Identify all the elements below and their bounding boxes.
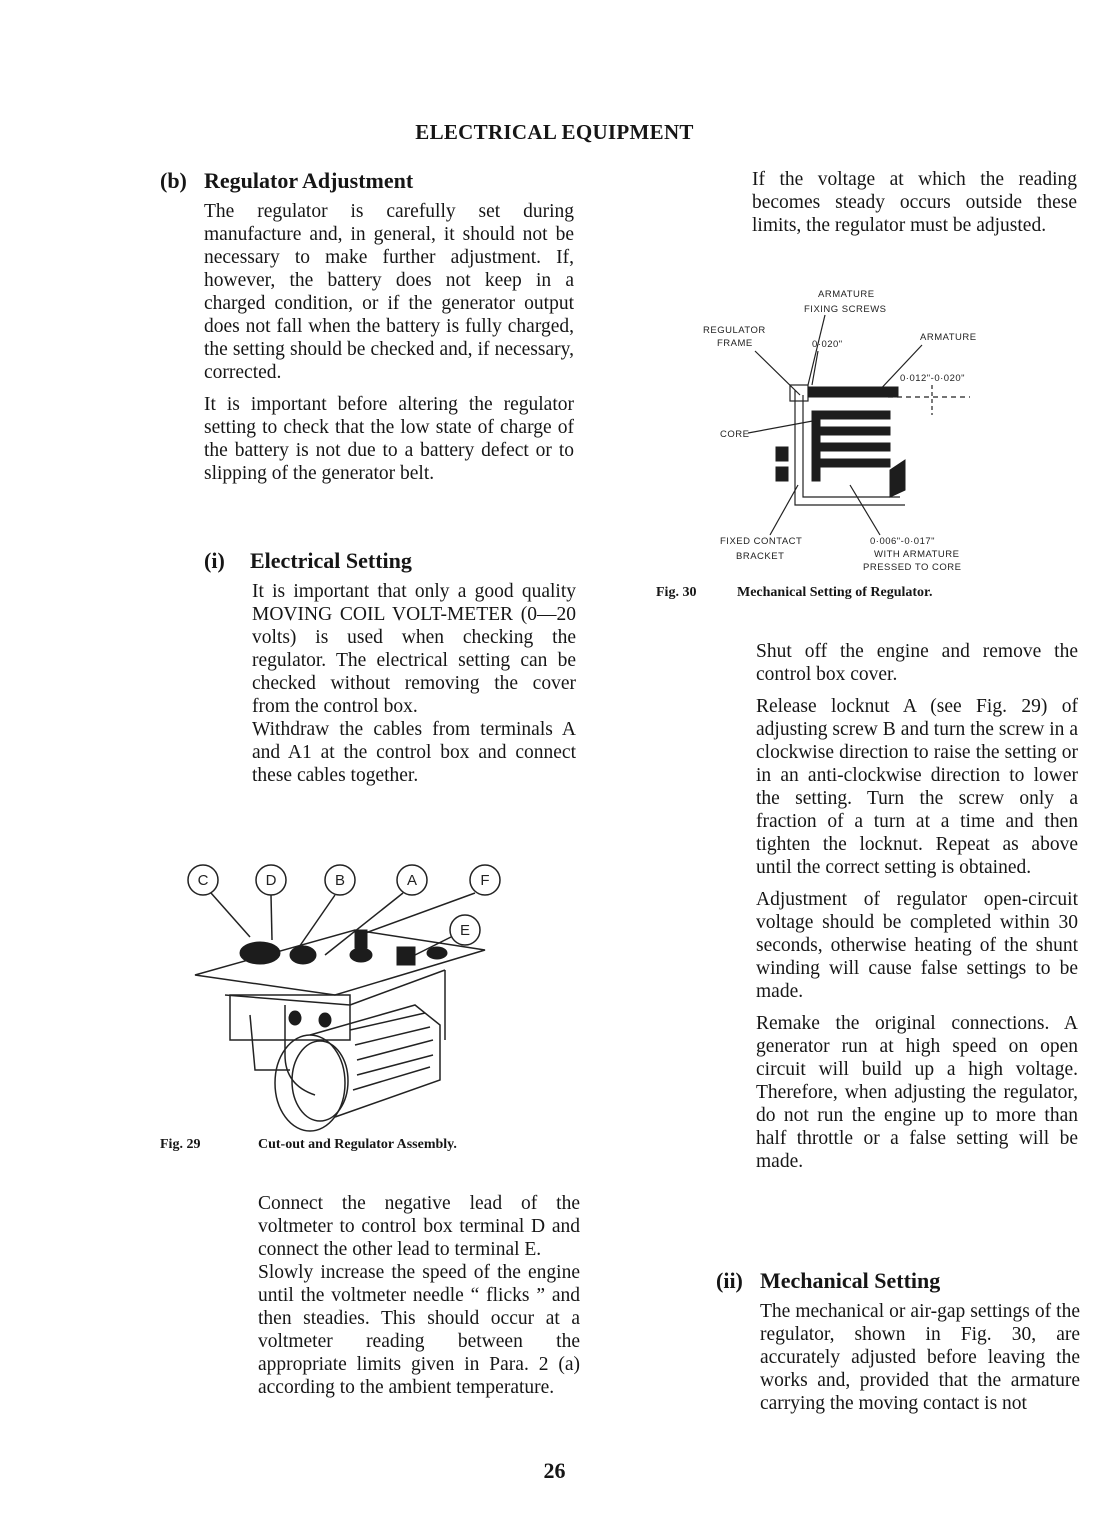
callout-a-label: A [406,872,418,889]
figure-29-number: Fig. 29 [160,1137,201,1152]
right-para-4: Remake the original connections. A generator run at high speed on open circuit will build up a high voltage. Therefore, when adjusting the regulator, do not run the engine up to more than half throttle or a false setting will be made. [756,1013,1078,1172]
section-b-para-2: It is important before altering the regulator setting to check that the low state of charge of the battery is not due to a battery defect or to slipping of the generator belt. [204,394,574,484]
label-gap-012-020: 0·012"-0·020" [900,373,966,384]
section-ii-para-1: The mechanical or air-gap settings of the regulator, shown in Fig. 30, are accurately adjusted before leaving the works and, provided that the armature carrying the moving contact is not [760,1301,1080,1414]
page-number: 26 [543,1458,566,1483]
label-gap-020: 0·020" [812,339,843,350]
figure-29-caption: Cut-out and Regulator Assembly. [258,1137,457,1152]
callout-d-label: D [265,872,277,889]
section-b-para-1: The regulator is carefully set during manufacture and, in general, it should not be necessary to make further adjustment. If, however, the battery does not keep in a charged condition, or if the generator output does not fall when the battery is fully charged, the setting should be checked and, if necessary, corrected. [204,201,574,383]
callout-c-label: C [197,872,209,889]
label-fixed-contact: FIXED CONTACT [720,536,803,547]
label-regulator: REGULATOR [703,325,766,336]
label-gap-006-017: 0·006"-0·017" [870,536,936,547]
label-armature: ARMATURE [818,289,875,300]
figure-29-illustration [185,855,515,1135]
section-ii-marker: (ii) [716,1268,743,1293]
section-i-marker: (i) [204,548,225,573]
page-header: ELECTRICAL EQUIPMENT [415,120,694,144]
figure-30-caption: Mechanical Setting of Regulator. [737,585,933,600]
callout-f-label: F [480,872,490,889]
right-para-3: Adjustment of regulator open-circuit voltage should be completed within 30 seconds, otherwise heating of the shunt winding will cause false settings to be made. [756,889,1078,1002]
section-i-para-1: It is important that only a good quality MOVING COIL VOLT-METER (0—20 volts) is used when checking the regulator. The electrical setting can be checked without removing the cover from the control box. [252,581,576,717]
section-ii-title: Mechanical Setting [760,1268,941,1293]
right-intro-para: If the voltage at which the reading becomes steady occurs outside these limits, the regulator must be adjusted. [752,169,1077,236]
right-para-2: Release locknut A (see Fig. 29) of adjusting screw B and turn the screw in a clockwise direction to raise the setting or in an anti-clockwise direction to lower the setting. Turn the screw only a fraction of a turn at a time and then tighten the locknut. Repeat as above until the correct setting is obtained. [756,696,1078,878]
right-para-1: Shut off the engine and remove the control box cover. [756,641,1078,685]
section-i-para-2: Withdraw the cables from terminals A and A1 at the control box and connect these cables together. [252,719,576,786]
figure-30-number: Fig. 30 [656,585,697,600]
callout-b-label: B [334,872,346,889]
figure-30-illustration [700,285,1010,575]
section-i-body [252,580,576,796]
callout-e-label: E [459,922,471,939]
section-i-title: Electrical Setting [250,548,412,573]
label-armature-right: ARMATURE [920,332,977,343]
label-with-armature: WITH ARMATURE [874,549,960,560]
section-b-marker: (b) [160,168,187,193]
label-bracket: BRACKET [736,551,785,562]
after-figure-para-2: Slowly increase the speed of the engine until the voltmeter needle “ flicks ” and then steadies. This should occur at a voltmeter reading between the appropriate limits given in Para. 2 (a) according to the ambient temperature. [258,1262,580,1398]
label-frame: FRAME [717,338,753,349]
after-figure-body [258,1192,580,1408]
right-body [756,640,1078,1182]
label-pressed-to-core: PRESSED TO CORE [863,562,962,573]
label-core: CORE [720,429,750,440]
section-b-body [204,200,574,494]
after-figure-para-1: Connect the negative lead of the voltmeter to control box terminal D and connect the other lead to terminal E. [258,1193,580,1260]
section-b-title: Regulator Adjustment [204,168,414,193]
label-fixing-screws: FIXING SCREWS [804,304,887,315]
